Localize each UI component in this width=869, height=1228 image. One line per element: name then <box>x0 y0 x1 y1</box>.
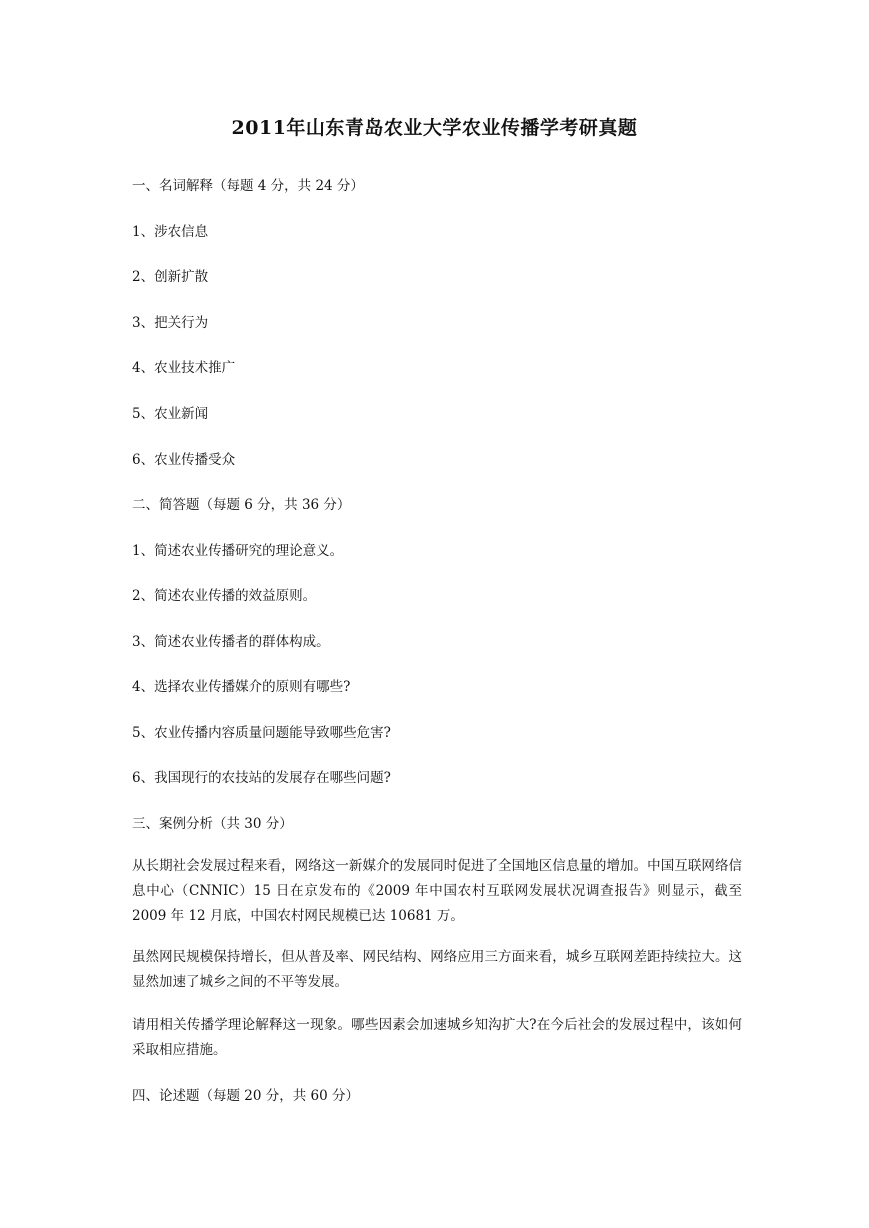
list-item: 5、农业新闻 <box>132 406 209 422</box>
section-1-heading: 一、名词解释（每题 4 分，共 24 分） <box>132 178 364 194</box>
list-item: 6、我国现行的农技站的发展存在哪些问题? <box>132 770 391 786</box>
list-item: 5、农业传播内容质量问题能导致哪些危害? <box>132 725 391 741</box>
case-paragraph-3: 请用相关传播学理论解释这一现象。哪些因素会加速城乡知沟扩大?在今后社会的发展过程中，该如何采取相应措施。 <box>132 1017 742 1058</box>
list-item: 1、涉农信息 <box>132 224 209 240</box>
section-4-heading: 四、论述题（每题 20 分，共 60 分） <box>132 1088 360 1104</box>
document-title: 2011年山东青岛农业大学农业传播学考研真题 <box>231 117 638 139</box>
section-3-heading: 三、案例分析（共 30 分） <box>132 816 293 832</box>
case-paragraph-2: 虽然网民规模保持增长，但从普及率、网民结构、网络应用三方面来看，城乡互联网差距持续拉大。这显然加速了城乡之间的不平等发展。 <box>132 949 742 990</box>
list-item: 4、农业技术推广 <box>132 360 236 376</box>
list-item: 6、农业传播受众 <box>132 452 236 468</box>
list-item: 3、把关行为 <box>132 315 209 331</box>
list-item: 3、简述农业传播者的群体构成。 <box>132 634 330 650</box>
list-item: 2、简述农业传播的效益原则。 <box>132 588 317 604</box>
list-item: 2、创新扩散 <box>132 269 209 285</box>
case-paragraph-1: 从长期社会发展过程来看，网络这一新媒介的发展同时促进了全国地区信息量的增加。中国互联网络信息中心（CNNIC）15 日在京发布的《2009 年中国农村互联网发展状况调查报告》则显示，截至 2009 年 12 月底，中国农村网民规模已达 10681 万。 <box>132 858 742 924</box>
list-item: 4、选择农业传播媒介的原则有哪些? <box>132 679 351 695</box>
list-item: 1、简述农业传播研究的理论意义。 <box>132 543 344 559</box>
section-2-heading: 二、简答题（每题 6 分，共 36 分） <box>132 497 351 513</box>
